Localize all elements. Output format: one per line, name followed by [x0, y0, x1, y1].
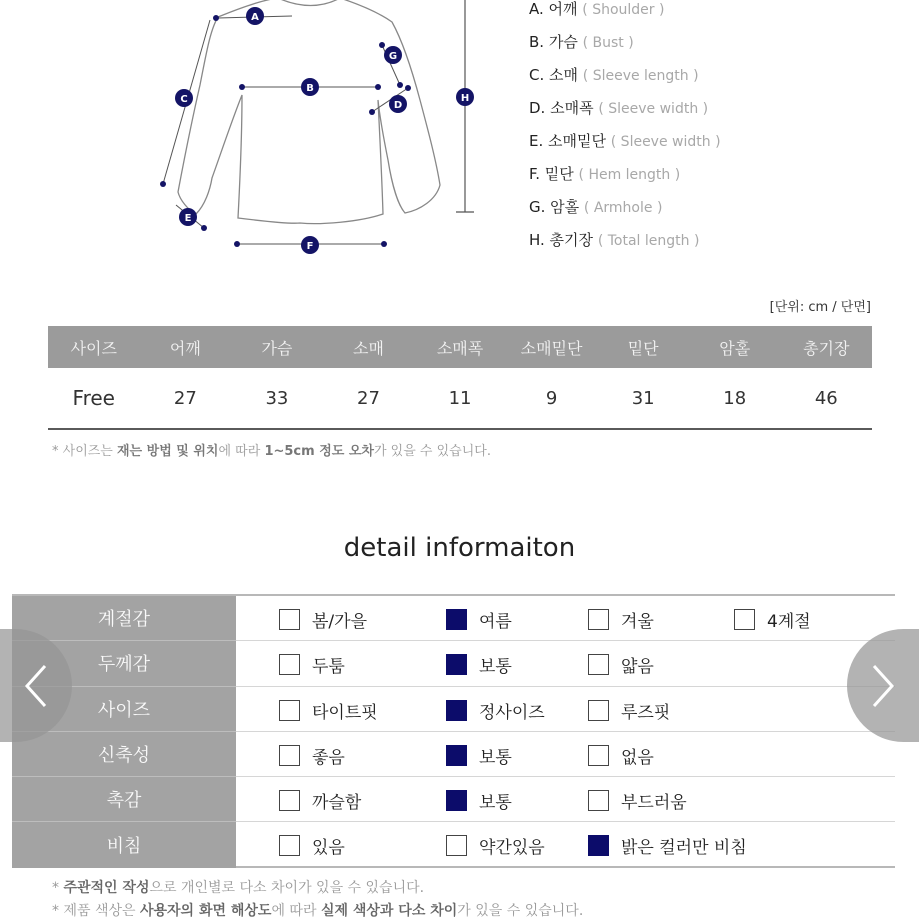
detail-label: 촉감	[12, 777, 236, 822]
checkbox	[588, 790, 609, 811]
marker-f-label: F	[306, 241, 314, 252]
diagram-markers	[175, 7, 474, 254]
size-cell: 33	[265, 387, 289, 409]
checkbox	[446, 700, 467, 721]
detail-label: 신축성	[12, 732, 236, 777]
marker-d-label: D	[393, 100, 403, 111]
marker-c-label: C	[180, 94, 188, 105]
detail-label: 계절감	[12, 596, 236, 641]
option: 타이트핏	[279, 698, 378, 723]
size-cell: 31	[631, 387, 655, 409]
option: 약간있음	[446, 833, 545, 858]
option: 부드러움	[588, 788, 687, 813]
option: 없음	[588, 743, 654, 768]
size-table-row	[48, 368, 872, 430]
legend-row: G. 암홀 ( Armhole )	[529, 198, 663, 216]
marker-e-label: E	[184, 213, 192, 224]
measurement-diagram	[0, 0, 919, 270]
option: 겨울	[588, 607, 654, 632]
checkbox	[279, 700, 300, 721]
size-header-cell: 사이즈	[70, 338, 117, 358]
legend-row: B. 가슴 ( Bust )	[529, 33, 634, 51]
checkbox	[446, 609, 467, 630]
option: 두툼	[279, 652, 345, 677]
size-table	[48, 326, 872, 430]
checkbox	[588, 700, 609, 721]
checkbox	[279, 609, 300, 630]
size-header-cell: 총기장	[803, 338, 850, 358]
detail-row	[12, 822, 895, 867]
size-header-cell: 밑단	[627, 338, 659, 358]
chevron-left-icon	[21, 663, 51, 709]
checkbox	[446, 790, 467, 811]
marker-g-label: G	[388, 51, 398, 62]
checkbox	[279, 654, 300, 675]
option: 여름	[446, 607, 512, 632]
size-header-cell: 암홀	[719, 338, 751, 358]
detail-row	[12, 641, 895, 686]
checkbox	[446, 745, 467, 766]
option: 루즈핏	[588, 698, 670, 723]
legend-row: A. 어깨 ( Shoulder )	[529, 0, 665, 18]
size-cell: 27	[357, 387, 380, 409]
option: 얇음	[588, 652, 654, 677]
option: 까슬함	[279, 788, 361, 813]
detail-row	[12, 777, 895, 822]
option: 좋음	[279, 743, 345, 768]
size-cell: 46	[814, 387, 838, 409]
detail-row	[12, 732, 895, 777]
detail-options	[236, 641, 895, 686]
size-cell: 9	[545, 387, 558, 409]
checkbox	[588, 654, 609, 675]
legend-row: F. 밑단 ( Hem length )	[529, 165, 681, 183]
detail-info-table	[12, 594, 895, 868]
checkbox	[279, 790, 300, 811]
checkbox	[279, 745, 300, 766]
checkbox	[588, 835, 609, 856]
size-header-cell: 소매폭	[436, 338, 484, 358]
size-header-cell: 소매	[353, 338, 384, 358]
detail-options	[236, 687, 895, 732]
legend-row: D. 소매폭 ( Sleeve width )	[529, 99, 709, 117]
checkbox	[588, 609, 609, 630]
checkbox	[446, 835, 467, 856]
option: 봄/가을	[279, 607, 367, 632]
garment-sketch	[0, 0, 919, 270]
size-cell: Free	[72, 386, 115, 410]
footnote-color: * 제품 색상은 사용자의 화면 해상도에 따라 실제 색상과 다소 차이가 있을 수 있습니다.	[52, 903, 584, 919]
detail-label: 사이즈	[12, 687, 236, 732]
chevron-right-icon	[868, 663, 898, 709]
detail-row	[12, 596, 895, 641]
option: 있음	[279, 833, 345, 858]
marker-a-label: A	[251, 12, 259, 23]
legend-row: E. 소매밑단 ( Sleeve width )	[529, 132, 721, 150]
detail-options	[236, 777, 895, 822]
detail-row	[12, 687, 895, 732]
checkbox	[734, 609, 755, 630]
measurement-legend	[529, 0, 721, 262]
detail-label: 두께감	[12, 641, 236, 686]
option: 보통	[446, 652, 512, 677]
size-cell: 11	[448, 387, 472, 409]
size-table-header	[48, 326, 872, 368]
detail-options	[236, 822, 895, 867]
option: 밝은 컬러만 비침	[588, 833, 747, 858]
unit-note: [단위: cm / 단면]	[769, 300, 871, 315]
option: 4계절	[734, 607, 811, 632]
option: 보통	[446, 788, 512, 813]
footnote-subjective: * 주관적인 작성으로 개인별로 다소 차이가 있을 수 있습니다.	[52, 880, 425, 896]
size-header-cell: 어깨	[169, 338, 201, 358]
marker-h-label: H	[460, 93, 470, 104]
detail-options	[236, 596, 895, 641]
legend-row: C. 소매 ( Sleeve length )	[529, 66, 699, 84]
option: 보통	[446, 743, 512, 768]
size-note: * 사이즈는 재는 방법 및 위치에 따라 1~5cm 정도 오차가 있을 수 있습니다.	[52, 444, 491, 459]
detail-options	[236, 732, 895, 777]
checkbox	[588, 745, 609, 766]
checkbox	[279, 835, 300, 856]
size-header-cell: 소매밑단	[520, 338, 583, 358]
size-cell: 27	[173, 387, 197, 409]
detail-title: detail informaiton	[343, 533, 576, 563]
legend-row: H. 총기장 ( Total length )	[529, 231, 700, 249]
checkbox	[446, 654, 467, 675]
detail-label: 비침	[12, 822, 236, 867]
option: 정사이즈	[446, 698, 545, 723]
marker-b-label: B	[306, 83, 314, 94]
size-header-cell: 가슴	[261, 338, 293, 358]
size-cell: 18	[723, 387, 747, 409]
